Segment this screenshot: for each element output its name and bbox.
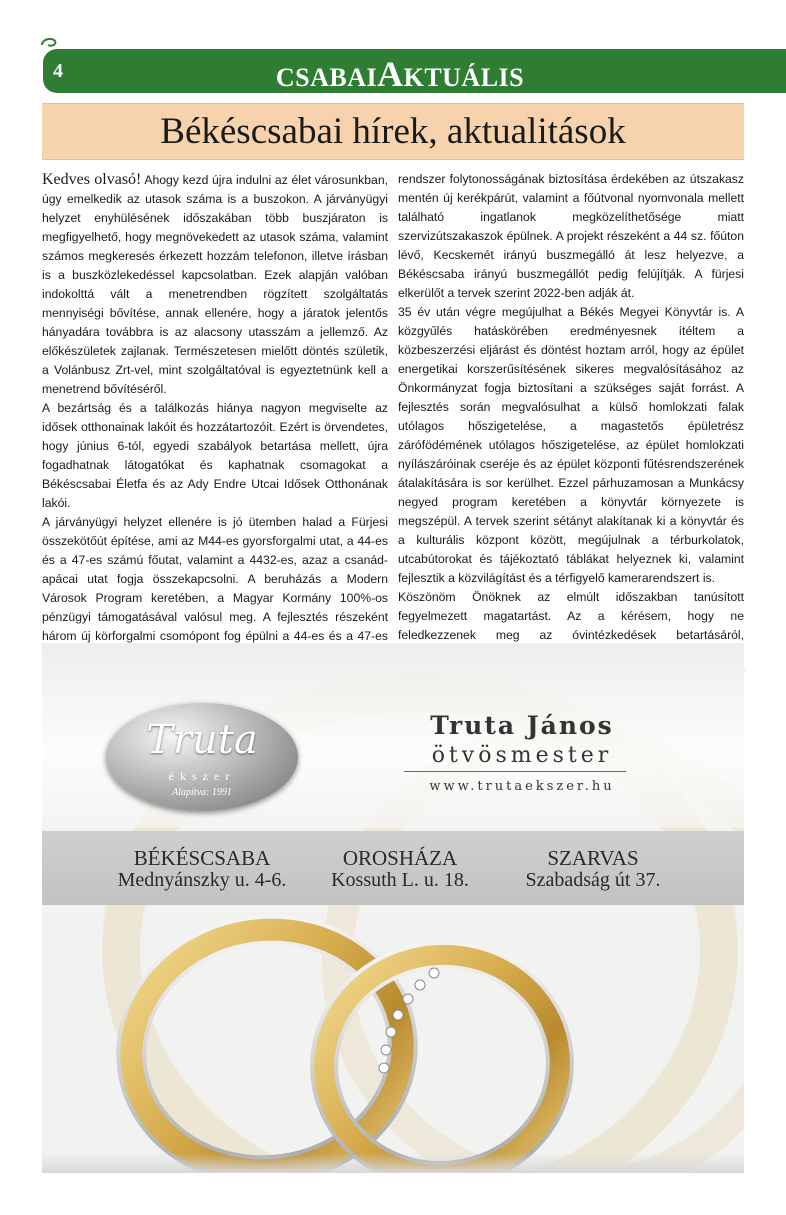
shop-city: OROSHÁZA [342, 846, 458, 870]
brand-part-2: A [377, 54, 404, 94]
article-paragraph: A járványügyi helyzet ellenére is jó ütemben halad a Fürjesi összekötőút építése, ami az M44-es gyorsforgalmi utat, a 44-es és a 47-es számú főutat, valamint a 4432-es, azaz a csanád-apácai utat fogja összekapcsolni. A beruházás a Modern Városok Program keretében, a Magyar Kormány 100%-os pénzügyi támogatásával valósul meg. A fejlesztés részeként három új körforgalmi csomópont fog épülni a 44-es és a 47-es [42, 515, 388, 643]
article-paragraph: rendszer folytonosságának biztosítása érdekében az útszakasz mentén új kerékpárút, valamint a főútvonal nyomvonala mellett található ingatlanok megközelíthetősége miatt szervizútszakaszok épülnek. A projekt részeként a 44 sz. főúton lévő, Kecskemét irányú buszmegálló át lesz helyezve, a Békéscsaba irányú buszmegállót pedig felújítják. A fürjesi elkerülőt a tervek szerint 2022-ben adják át. [398, 172, 744, 300]
wedding-rings-image [42, 905, 744, 1173]
brand-part-1: CSABAI [275, 63, 378, 92]
section-title-band [42, 103, 744, 160]
shop-location [508, 847, 678, 891]
ad-bottom-shadow [42, 1153, 744, 1173]
shop-address: Mednyánszky u. 4-6. [117, 869, 287, 891]
article-column-left [42, 170, 388, 684]
article-text: Köszönöm Önöknek az elmúlt időszakban tanúsított fegyelmezett magatartást. Az a kérésem, hogy ne feledkezzenek meg az óvintézkedések betartásáról, [398, 590, 744, 642]
logo-swirl-icon [40, 36, 58, 50]
page-number: 4 [53, 60, 63, 82]
brand-part-3: KTUÁLIS [403, 63, 525, 92]
publication-brand [250, 53, 550, 95]
logo-subtitle: ékszer [168, 769, 236, 783]
article-column-right [398, 170, 744, 683]
shop-location [102, 847, 302, 891]
article-lead: Kedves olvasó! [42, 171, 142, 188]
advertiser-name: Truta János [430, 711, 614, 740]
logo-founded: Alapítva: 1991 [172, 787, 232, 798]
advertiser-website: www.trutaekszer.hu [429, 779, 615, 794]
truta-logo [106, 703, 298, 811]
shop-address: Kossuth L. u. 18. [331, 869, 469, 891]
shop-city: BÉKÉSCSABA [133, 846, 271, 870]
ring-right [313, 943, 571, 1173]
shop-address: Szabadság út 37. [525, 869, 661, 891]
article-paragraph: A bezártság és a találkozás hiánya nagyon megviselte az idősek otthonainak lakóit és hozzátartozóit. Ezért is örvendetes, hogy június 6-tól, egyedi szabályok betartása mellett, újra fogadhatnak látogatókat és kaphatnak csomagokat a Békéscsabai Életfa és az Ady Endre Utcai Idősek Otthonának lakói. [42, 401, 388, 510]
shop-city: SZARVAS [547, 846, 639, 870]
ring-left [116, 912, 419, 1173]
shop-location [320, 847, 480, 891]
article-text: Ahogy kezd újra indulni az élet városunkban, úgy emelkedik az utasok száma is a buszokon. A járványügyi helyzet enyhülésének időszakában több buszjáraton is megfigyelhető, hogy megnövekedett az utasok száma, valamint számos megkeresés érkezett hozzám telefonon, illetve írásban is a buszközlekedéssel kapcsolatban. Ezek alapján valóban indokolttá vált a menetrendben rögzített szolgáltatás mennyiségi bővítése, annak ellenére, hogy a járatok jelentős hányadára továbbra is az alacsony utasszám a jellemző. Az előkészületek zajlanak. Természetesen mielőtt döntés születik, a Volánbusz Zrt-vel, mint szolgáltatóval is egyeztetnünk kell a menetrend bővítéséről. [42, 173, 388, 396]
section-title: Békéscsabai hírek, aktualitások [160, 111, 626, 152]
logo-script-text: Truta [146, 717, 258, 763]
advertiser-role: ötvösmester [431, 743, 613, 768]
divider [404, 771, 626, 772]
article-paragraph [42, 170, 388, 399]
jewelry-advertisement [42, 643, 744, 1173]
article-paragraph: 35 év után végre megújulhat a Békés Megyei Könyvtár is. A közgyűlés hatáskörében eredményesnek ítéltem a közbeszerzési eljárást és döntést hoztam arról, hogy az épület energetikai korszerűsítésének sikeres megvalósításához az Önkormányzat fogja biztosítani a szükséges saját forrást. A fejlesztés során megvalósulhat a külső homlokzati falak utólagos hőszigetelése, a magastetős épületrész zárófödémének utólagos hőszigetelése, az épület homlokzati nyílászáróinak cseréje és az épület központi fűtésrendszerének átalakítására is sor kerülhet. Ezzel párhuzamosan a Munkácsy negyed program keretében a könyvtár környezete is megszépül. A tervek szerint sétányt alakítanak ki a könyvtár és a kulturális központ között, megújulnak a térburkolatok, utcabútorokat és tájékoztató táblákat helyeznek ki, valamint fejlesztik a közvilágítást és a térfigyelő kamerarendszert is. [398, 305, 744, 585]
